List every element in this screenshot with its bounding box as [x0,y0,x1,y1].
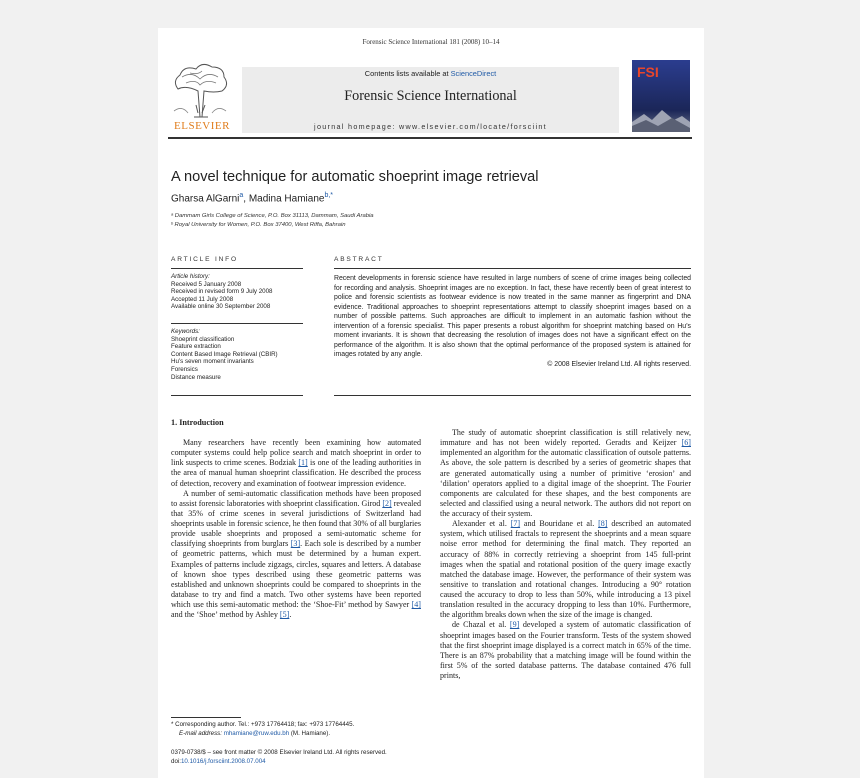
paragraph: Many researchers have recently been examining how automated computer systems could help police search and match shoeprint in order to link suspects to crime scenes. Bodziak [1] is one of the leading authorities in the area of manual human shoeprint classification. He described the process of detection, recovery and examination of footwear impression evidence. [171,438,421,488]
cover-title: FSI [637,64,659,80]
keywords-label: Keywords: [171,328,200,335]
author-name: Madina Hamiane [248,193,325,205]
history-item: Accepted 11 July 2008 [171,295,234,303]
journal-header-band [242,67,619,133]
header-rule [168,137,692,139]
doi-line: doi:10.1016/j.forsciint.2008.07.004 [171,757,266,765]
front-matter-note [171,749,387,766]
reference-link[interactable]: [6] [681,438,691,448]
body-column-right [440,428,691,681]
journal-name: Forensic Science International [344,88,517,104]
paragraph: A number of semi-automatic classification methods have been proposed to assist forensic laboratories with shoeprint classification. Girod [2] revealed that 35% of crime scenes in several jurisdictions of Switzerland had shoeprints usable in forensic science, he then found that 30% of all burglaries provide usable shoeprints and proposed a semi-automatic scheme for classifying shoeprints from burglars [3]. Each sole is described by a number of geometric patterns, which must be determined by a human expert. Examples of patterns include zigzags, circles, squares and letters. A database of known shoe types described using these geometric patterns was established and unknown shoeprints could be compared to shoeprints in the database to try and find a match. Two other systems have been reported which use this semi-automatic method: the ‘Shoe-Fit’ method by Sawyer [4] and the ‘Shoe’ method by Ashley [5]. [171,488,421,620]
paragraph: de Chazal et al. [9] developed a system of automatic classification of shoeprint images based on the Fourier transform. Tests of the system showed that the first shoeprint image displayed is a correct match in 65% of the time. There is an 87% probability that a matching image will be found within the first 5% of the sorted database patterns. The database contained 476 full prints, [440,620,692,680]
section-heading: 1. Introduction [171,418,224,427]
footnote-rule [171,717,241,718]
abstract-body [334,274,691,369]
sciencedirect-link[interactable]: ScienceDirect [450,69,497,78]
article-info-heading: ARTICLE INFO [171,256,238,263]
running-head: Forensic Science International 181 (2008) 10–14 [362,38,500,46]
abstract-text: Recent developments in forensic science have resulted in large numbers of scene of crime images being collected for recording and analysis. Shoeprint images are no exception. In fact, these have recently been of great interest to police and forensic scientists as footwear evidence is now treated in the same manner as fingerprint and DNA evidence. Traditional approaches to shoeprint representations attempt to classify shoeprint images based on a number of possible patterns. Such approaches are difficult to implement in an automatic fashion without the intervention of a forensic specialist. This paper presents a robust algorithm for shoeprint matching based on Hu’s moment invariants. It is shown that decreasing the resolution of images does not have a significant effect on the performance of the algorithm. It is also shown that the optimal performance of the proposed system is attained for images rotated by any angle. [334,275,691,358]
reference-link[interactable]: [8] [598,519,608,529]
keyword-item: Forensics [171,365,198,373]
contents-line: Contents lists available at ScienceDirect [364,69,497,78]
abstract-heading: ABSTRACT [334,256,384,263]
reference-link[interactable]: [2] [382,498,392,508]
abstract-rule-bottom [334,395,691,396]
keywords [171,328,278,381]
affiliation-a: ᵃ Dammam Girls College of Science, P.O. Box 31113, Dammam, Saudi Arabia [171,213,374,219]
keyword-item: Content Based Image Retrieval (CBIR) [171,350,278,358]
footnote [171,721,421,738]
keyword-item: Hu’s seven moment invariants [171,358,254,366]
history-item: Received in revised form 9 July 2008 [171,288,273,296]
keyword-item: Shoeprint classification [171,335,235,343]
email-link[interactable]: mhamiane@ruw.edu.bh [223,729,290,737]
corresponding-author: * Corresponding author. Tel.: +973 17764418; fax: +973 17764445. [171,721,355,728]
email-line: E-mail address: mhamiane@ruw.edu.bh (M. Hamiane). [179,729,331,737]
doi-link[interactable]: 10.1016/j.forsciint.2008.07.004 [180,757,266,765]
keyword-item: Feature extraction [171,343,221,351]
abstract-copyright: © 2008 Elsevier Ireland Ltd. All rights reserved. [547,360,691,368]
paragraph: The study of automatic shoeprint classification is still relatively new, immature and has not been widely reported. Geradts and Keijzer [6] implemented an algorithm for the automatic classification of outsole patterns. As above, the sole pattern is described by a series of geometric shapes that are generated automatically using a number of primitive ‘erosion’ and ‘dilation’ operators applied to a digital image of the shoeprint. The Fourier components are calculated for these shapes, and the best components are selected and classified using a neural network. The authors did not report on the accuracy of their system. [440,428,691,518]
affiliation-marker[interactable]: a [239,192,244,199]
reference-link[interactable]: [7] [510,519,521,529]
article-history [171,273,272,311]
info-rule-mid [171,323,303,324]
history-label: Article history: [171,273,210,280]
history-item: Available online 30 September 2008 [171,303,271,311]
paragraph: Alexander et al. [7] and Bouridane et al. [8] described an automated system, which utilised fractals to represent the shoeprints and a mean square noise error method for determining the final match. They reported an accuracy of 88% in correctly retrieving a shoeprint from 145 full-print images when the spatial and rotational position of the query image exactly matched the database image. However, the performance of their system was sensitive to translation and rotational changes. Introducing a 90° rotation caused the accuracy to drop to less than 50%, while introducing a 13 pixel translation resulted in the accuracy dropping to less than 10%. Furthermore, the algorithm breaks down when the size of the image is changed. [440,519,691,620]
journal-cover [632,60,690,132]
affiliation-marker[interactable]: b,* [324,192,334,199]
journal-homepage[interactable]: journal homepage: www.elsevier.com/locate/forsciint [314,122,547,131]
history-item: Received 5 January 2008 [171,280,242,288]
article-page [158,28,704,778]
publisher-wordmark: ELSEVIER [174,120,230,132]
reference-link[interactable]: [1] [298,458,308,468]
keyword-item: Distance measure [171,373,221,381]
reference-link[interactable]: [3] [290,539,301,549]
reference-link[interactable]: [9] [509,620,520,630]
info-rule-top [171,268,303,269]
affiliation-b: ᵇ Royal University for Women, P.O. Box 37400, West Riffa, Bahrain [171,222,346,228]
reference-link[interactable]: [4] [411,600,421,609]
body-column-left [171,438,421,620]
cover-mountain-image [632,108,690,132]
abstract-rule-top [334,268,691,269]
article-title: A novel technique for automatic shoeprint image retrieval [171,169,539,185]
info-rule-bottom [171,395,303,396]
issn-line: 0379-0738/$ – see front matter © 2008 Elsevier Ireland Ltd. All rights reserved. [171,749,387,756]
author-list: Gharsa AlGarni$^a$, Madina Hamiane$^{b,*}$ [171,192,334,205]
author-name: Gharsa AlGarni [171,193,240,205]
reference-link[interactable]: [5] [279,610,290,620]
